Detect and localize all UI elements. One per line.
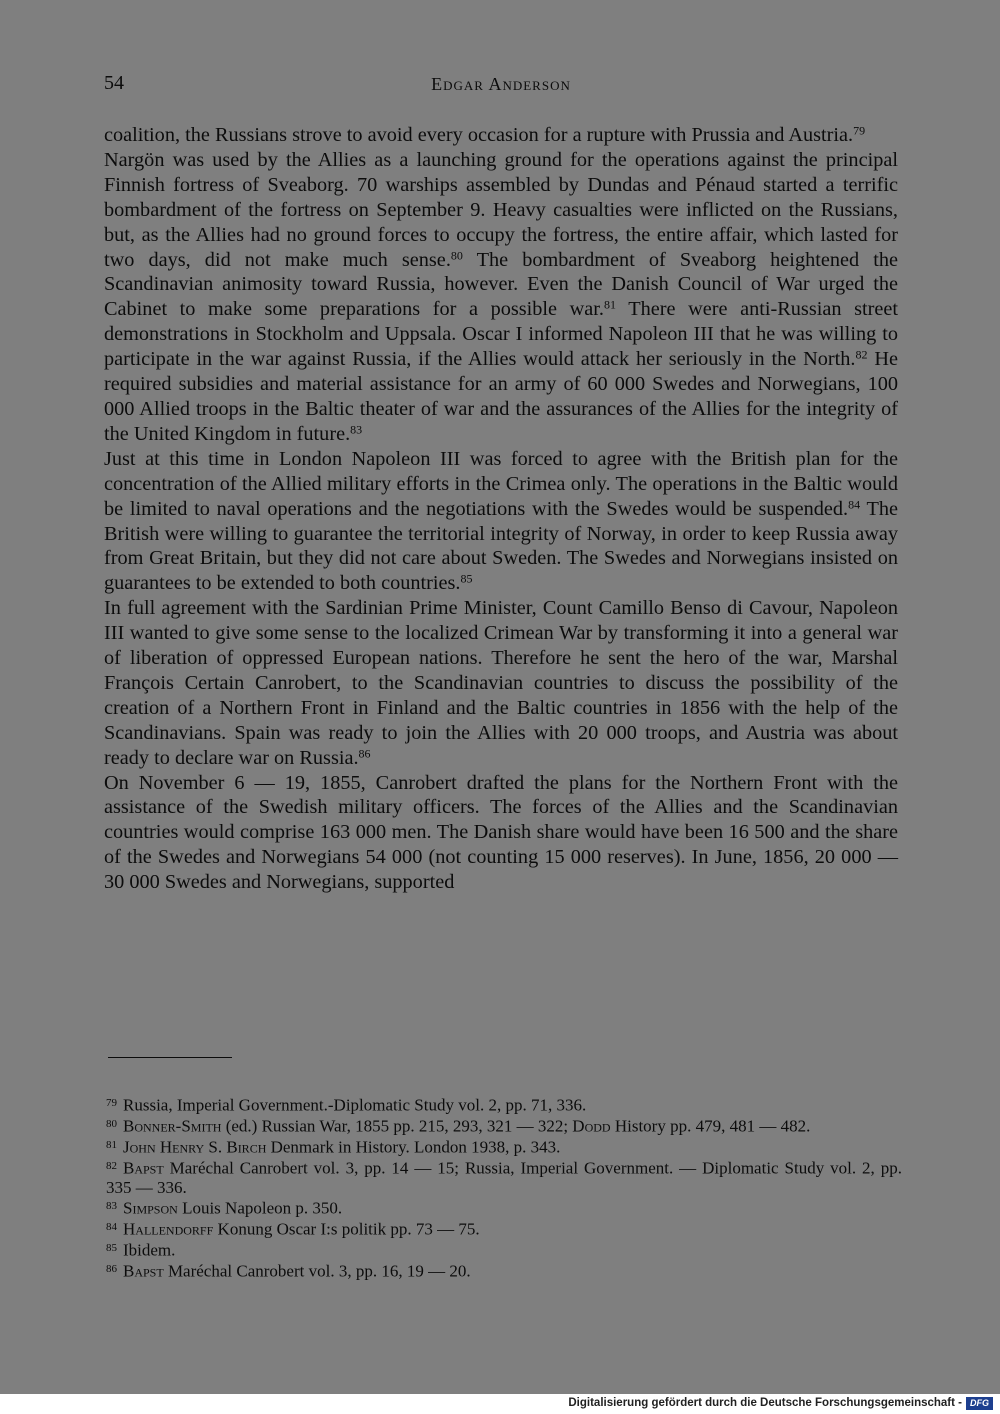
dfg-logo: DFG: [966, 1397, 993, 1410]
footnote-ref: 86: [358, 746, 371, 761]
footnote-ref: 85: [460, 571, 473, 586]
footnote-text: Maréchal Canrobert vol. 3, pp. 14 — 15; Russia, Imperial Government. — Diplomatic Study vol. 2, pp. 335 — 336.: [106, 1158, 902, 1197]
footnote-ref: 84: [848, 497, 861, 511]
author-name: Bonner-Smith: [123, 1116, 222, 1136]
digitization-footer: [0, 1394, 1000, 1414]
footnote: [106, 1094, 902, 1115]
author-name: Bapst: [123, 1158, 164, 1178]
footnote-text: Denmark in History. London 1938, p. 343.: [266, 1137, 561, 1157]
author-name: Hallendorff: [123, 1219, 214, 1239]
footnote-text: Konung Oscar I:s politik pp. 73 — 75.: [213, 1219, 480, 1239]
footnote-number: 79: [106, 1097, 117, 1109]
footnote-separator: [108, 1057, 232, 1058]
paragraph-text: There were anti-Russian street demonstrations in Stockholm and Uppsala. Oscar I informed Napoleon III that he was willing to participate in the war against Russia, if the Allies would attack her seriously in the North.: [104, 298, 899, 371]
footnote-ref: 81: [604, 297, 617, 312]
funding-credit: Digitalisierung gefördert durch die Deutsche Forschungsgemeinschaft -: [568, 1397, 962, 1409]
footnote-text: Louis Napoleon p. 350.: [177, 1198, 343, 1218]
paragraph-text: The British were willing to guarantee the territorial integrity of Norway, in order to keep Russia away from Great Britain, but they did not care about Sweden. The Swedes and Norwegians insisted on guarantees to be extended to both countries.: [104, 497, 898, 595]
footnote-ref: 83: [350, 422, 363, 437]
paragraph: [104, 447, 898, 596]
footnote-number: 83: [106, 1200, 117, 1213]
footnote-ref: 79: [853, 123, 866, 138]
paragraph-text: The bombardment of Sveaborg heightened the Scandinavian animosity toward Russia, however. Even the Danish Council of War urged the Cabinet to make some preparations for a possible war.: [104, 248, 898, 321]
paragraph-text: In full agreement with the Sardinian Prime Minister, Count Camillo Benso di Cavour, Napoleon III wanted to give some sense to the localized Crimean War by transforming it into a general war of liberation of oppressed European nations. Therefore he sent the hero of the war, Marshal François Certain Canrobert, to the Scandinavian countries to discuss the possibility of the creation of a Northern Front in Finland and the Baltic countries in 1856 with the help of the Scandinavians. Spain was ready to join the Allies with 20 000 troops, and Austria was about ready to declare war on Russia.: [104, 597, 898, 769]
footnote-text: (ed.) Russian War, 1855 pp. 215, 293, 321 — 322;: [221, 1116, 573, 1136]
footnote-text: History pp. 479, 481 — 482.: [610, 1116, 811, 1136]
page-number: 54: [104, 72, 124, 94]
paragraph: [104, 123, 898, 148]
paragraph: [104, 596, 898, 770]
footnote: [106, 1157, 902, 1197]
footnote: [106, 1260, 902, 1281]
page-header: [104, 72, 898, 100]
footnote: [106, 1136, 902, 1157]
footnote-number: 86: [106, 1262, 117, 1275]
paragraph-text: On November 6 — 19, 1855, Canrobert drafted the plans for the Northern Front with the assistance of the Swedish military officers. The forces of the Allies and the Scandinavian countries would comprise 163 000 men. The Danish share would have been 16 500 and the share of the Swedes and Norwegians 54 000 (not counting 15 000 reserves). In June, 1856, 20 000 — 30 000 Swedes and Norwegians, supported: [104, 771, 898, 894]
paragraph: [104, 771, 898, 896]
footnote-number: 81: [106, 1138, 117, 1151]
running-head: Edgar Anderson: [431, 74, 571, 94]
footnote-ref: 82: [855, 347, 868, 362]
paragraph: [104, 148, 898, 447]
footnote-text: Maréchal Canrobert vol. 3, pp. 16, 19 — 20.: [163, 1261, 471, 1281]
footnote-ref: 80: [450, 247, 463, 262]
paragraph-text: Just at this time in London Napoleon III was forced to agree with the British plan for the concentration of the Allied military efforts in the Crimea only. The operations in the Baltic would be limited to naval operations and the negotiations with the Swedes would be suspended.: [104, 447, 898, 520]
footnotes: [106, 1094, 902, 1281]
footnote: [106, 1197, 902, 1218]
paragraph-text: Nargön was used by the Allies as a launching ground for the operations against the principal Finnish fortress of Sveaborg. 70 warships assembled by Dundas and Pénaud started a terrific bombardment of the fortress on September 9. Heavy casualties were inflicted on the Russians, but, as the Allies had no ground forces to occupy the fortress, the entire affair, which lasted for two days, did not make much sense.: [104, 148, 898, 271]
footnote-number: 85: [106, 1241, 117, 1254]
footnote: [106, 1218, 902, 1239]
author-name: John Henry S. Birch: [123, 1137, 267, 1157]
footnote: [106, 1115, 902, 1136]
paragraph-text: He required subsidies and material assistance for an army of 60 000 Swedes and Norwegians, 100 000 Allied troops in the Baltic theater of war and the assurances of the Allies for the integrity of the United Kingdom in future.: [104, 348, 898, 445]
footnote-number: 82: [106, 1159, 117, 1172]
footnote-number: 80: [106, 1117, 117, 1130]
footnote: [106, 1239, 902, 1260]
author-name: Bapst: [123, 1261, 164, 1281]
author-name: Simpson: [123, 1198, 178, 1218]
footnote-number: 84: [106, 1220, 117, 1233]
footnote-text: Ibidem.: [123, 1240, 176, 1260]
paragraph-text: coalition, the Russians strove to avoid every occasion for a rupture with Prussia and Austria.: [104, 124, 854, 146]
body-text: [104, 123, 898, 895]
author-name: Dodd: [572, 1116, 611, 1136]
footnote-text: Russia, Imperial Government.-Diplomatic Study vol. 2, pp. 71, 336.: [123, 1095, 587, 1115]
